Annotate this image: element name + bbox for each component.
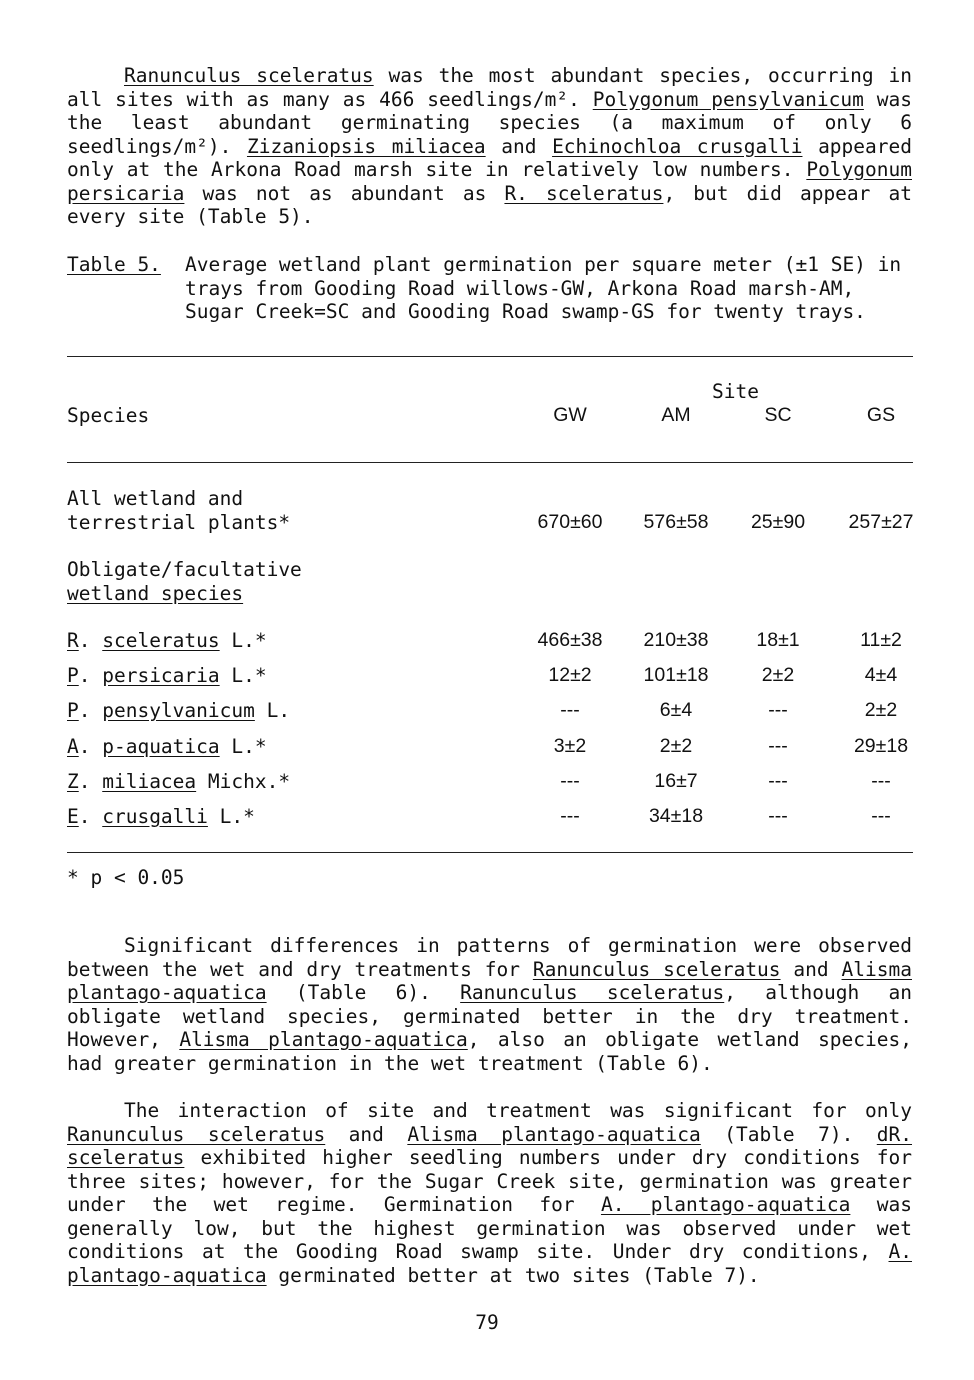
table-cell: 576±58: [643, 511, 709, 533]
table-cell: 257±27: [848, 511, 914, 533]
table-cell: ---: [768, 699, 788, 721]
group-heading-line2: wetland species: [67, 582, 244, 605]
table-bottom-rule: [67, 852, 913, 853]
column-header-gw: GW: [553, 404, 587, 426]
table-cell: 29±18: [853, 735, 909, 757]
species-label: Z. miliacea Michx.*: [67, 770, 291, 793]
table-cell: ---: [768, 805, 788, 827]
column-header-am: AM: [661, 404, 691, 426]
table-cell: 6±4: [659, 699, 693, 721]
group-heading-line1: Obligate/facultative: [67, 558, 302, 581]
table-cell: 25±90: [750, 511, 806, 533]
table-cell: 34±18: [648, 805, 704, 827]
table-cell: 2±2: [864, 699, 898, 721]
species-name: A. plantago-aquatica: [67, 1240, 912, 1287]
table-cell: 466±38: [537, 629, 603, 651]
species-name: Alisma plantago-aquatica: [407, 1122, 701, 1146]
table-label: Table 5.: [67, 253, 161, 276]
table-cell: ---: [871, 770, 891, 792]
species-header: Species: [67, 404, 150, 427]
species-name: Polygonum persicaria: [67, 158, 912, 205]
table-top-rule: [67, 356, 913, 357]
body-paragraph: The interaction of site and treatment was significant for only Ranunculus sceleratus and Alisma plantago-aquatica (Table 7). dR. sceleratus exhibited higher seedling numbers under dry conditions for three sites; however, for the Sugar Creek site, germination was greater under the wet regime. Germination for A. plantago-aquatica was generally low, but the highest germination was observed under wet conditions at the Gooding Road swamp site. Under dry conditions, A. plantago-aquatica germinated better at two sites (Table 7).: [67, 1099, 912, 1287]
table-cell: ---: [768, 770, 788, 792]
column-header-sc: SC: [764, 404, 792, 426]
table-cell: 210±38: [643, 629, 709, 651]
species-label: A. p-aquatica L.*: [67, 735, 267, 758]
species-name: A. plantago-aquatica: [600, 1193, 851, 1216]
species-name: Echinochloa crusgalli: [552, 134, 803, 158]
table-caption: Average wetland plant germination per square meter (±1 SE) in trays from Gooding Road willows-GW, Arkona Road marsh-AM, Sugar Creek=SC and Gooding Road swamp-GS for twenty trays.: [185, 253, 902, 323]
table-cell: ---: [768, 735, 788, 757]
table-cell: ---: [560, 770, 580, 792]
table-cell: 670±60: [537, 511, 603, 533]
table-cell: ---: [560, 699, 580, 721]
table-cell: 101±18: [643, 664, 709, 686]
table-footnote: * p < 0.05: [67, 866, 185, 889]
body-paragraph: Significant differences in patterns of germination were observed between the wet and dry treatments for Ranunculus sceleratus and Alisma plantago-aquatica (Table 6). Ranunculus sceleratus, although an obligate wetland species, germinated better in the dry treatment. However, Alisma plantago-aquatica, also an obligate wetland species, had greater germination in the wet treatment (Table 6).: [67, 934, 913, 1075]
table-cell: ---: [560, 805, 580, 827]
table-cell: ---: [871, 805, 891, 827]
species-name: Polygonum pensylvanicum: [592, 87, 864, 111]
table-cell: 4±4: [864, 664, 898, 686]
species-name: Zizaniopsis miliacea: [246, 134, 486, 158]
species-name: dR. sceleratus: [67, 1122, 912, 1169]
table-cell: 18±1: [756, 629, 800, 651]
all-plants-label-line2: terrestrial plants*: [67, 511, 291, 534]
species-label: P. pensylvanicum L.: [67, 699, 291, 722]
page-number: 79: [475, 1311, 499, 1334]
table-cell: 12±2: [548, 664, 592, 686]
species-name: Alisma plantago-aquatica: [67, 957, 912, 1004]
column-header-gs: GS: [866, 404, 896, 426]
table-header-rule: [67, 462, 913, 463]
intro-paragraph: Ranunculus sceleratus was the most abundant species, occurring in all sites with as many as 466 seedlings/m². Polygonum pensylvanicum was the least abundant germinating species (a maximum of only 6 seedlings/m²). Zizaniopsis miliacea and Echinochloa crusgalli appeared only at the Arkona Road marsh site in relatively low numbers. Polygonum persicaria was not as abundant as R. sceleratus, but did appear at every site (Table 5).: [67, 64, 913, 228]
species-label: E. crusgalli L.*: [67, 805, 255, 828]
species-name: Ranunculus sceleratus: [532, 957, 781, 981]
species-name: Ranunculus sceleratus: [67, 1122, 326, 1146]
species-name: Ranunculus sceleratus: [124, 64, 374, 87]
table-cell: 2±2: [659, 735, 693, 757]
table-cell: 3±2: [553, 735, 587, 757]
species-label: R. sceleratus L.*: [67, 629, 267, 652]
species-name: Alisma plantago-aquatica: [179, 1028, 468, 1051]
all-plants-label-line1: All wetland and: [67, 487, 244, 510]
species-name: Ranunculus sceleratus: [460, 981, 725, 1004]
table-cell: 11±2: [860, 629, 902, 651]
table-cell: 2±2: [761, 664, 795, 686]
site-header: Site: [712, 380, 759, 403]
table-cell: 16±7: [654, 770, 698, 792]
species-label: P. persicaria L.*: [67, 664, 267, 687]
species-name: R. sceleratus: [504, 181, 664, 205]
